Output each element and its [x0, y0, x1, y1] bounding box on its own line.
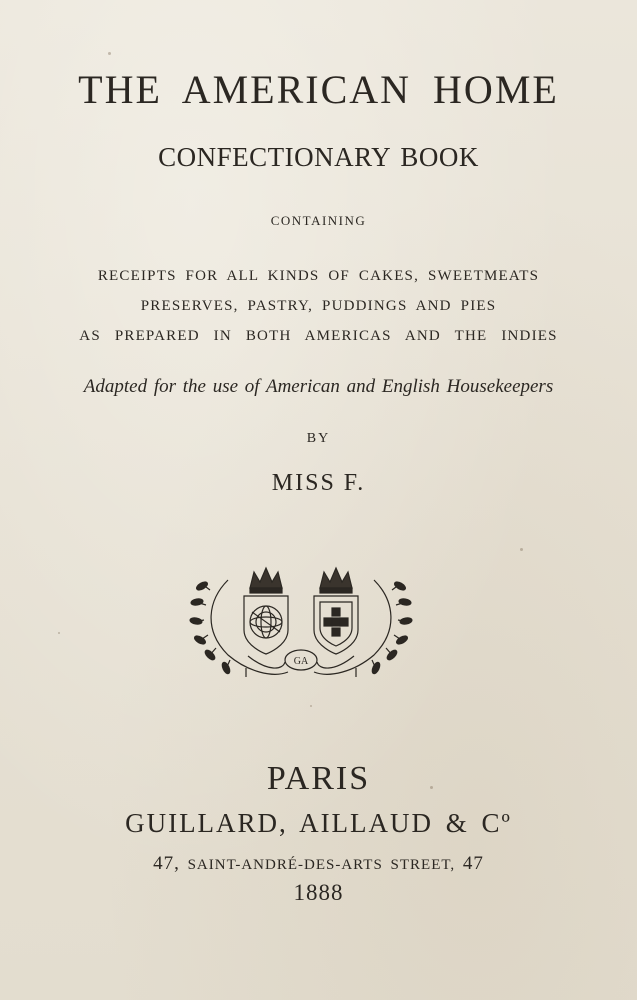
address-number-left: 47,	[153, 853, 180, 874]
imprint-city: PARIS	[266, 760, 371, 797]
contents-line-1: RECEIPTS FOR ALL KINDS OF CAKES, SWEETMEATS	[97, 268, 540, 284]
contents-line-2: PRESERVES, PASTRY, PUDDINGS AND PIES	[140, 298, 497, 314]
imprint-address	[0, 853, 637, 875]
address-street: SAINT-ANDRÉ-DES-ARTS STREET,	[187, 857, 456, 873]
publisher-device-icon	[188, 560, 414, 690]
containing-label: CONTAINING	[270, 213, 367, 228]
paper-speck	[108, 52, 111, 55]
coat-of-arms-emblem	[188, 560, 414, 690]
book-subtitle: CONFECTIONARY BOOK	[158, 142, 479, 172]
paper-speck	[58, 632, 60, 634]
paper-speck	[430, 786, 433, 789]
contents-line-3: AS PREPARED IN BOTH AMERICAS AND THE INDIES	[79, 328, 558, 344]
book-title: THE AMERICAN HOME	[78, 67, 559, 112]
author-name: MISS F.	[271, 470, 366, 496]
by-label: BY	[306, 431, 331, 446]
paper-speck	[310, 705, 312, 707]
address-number-right: 47	[462, 853, 484, 874]
imprint-year: 1888	[293, 880, 344, 905]
audience-line: Adapted for the use of American and English Housekeepers	[83, 376, 554, 397]
imprint-publisher: GUILLARD, AILLAUD & Cº	[125, 808, 512, 838]
emblem-monogram: GA	[293, 656, 309, 667]
paper-speck	[520, 548, 523, 551]
